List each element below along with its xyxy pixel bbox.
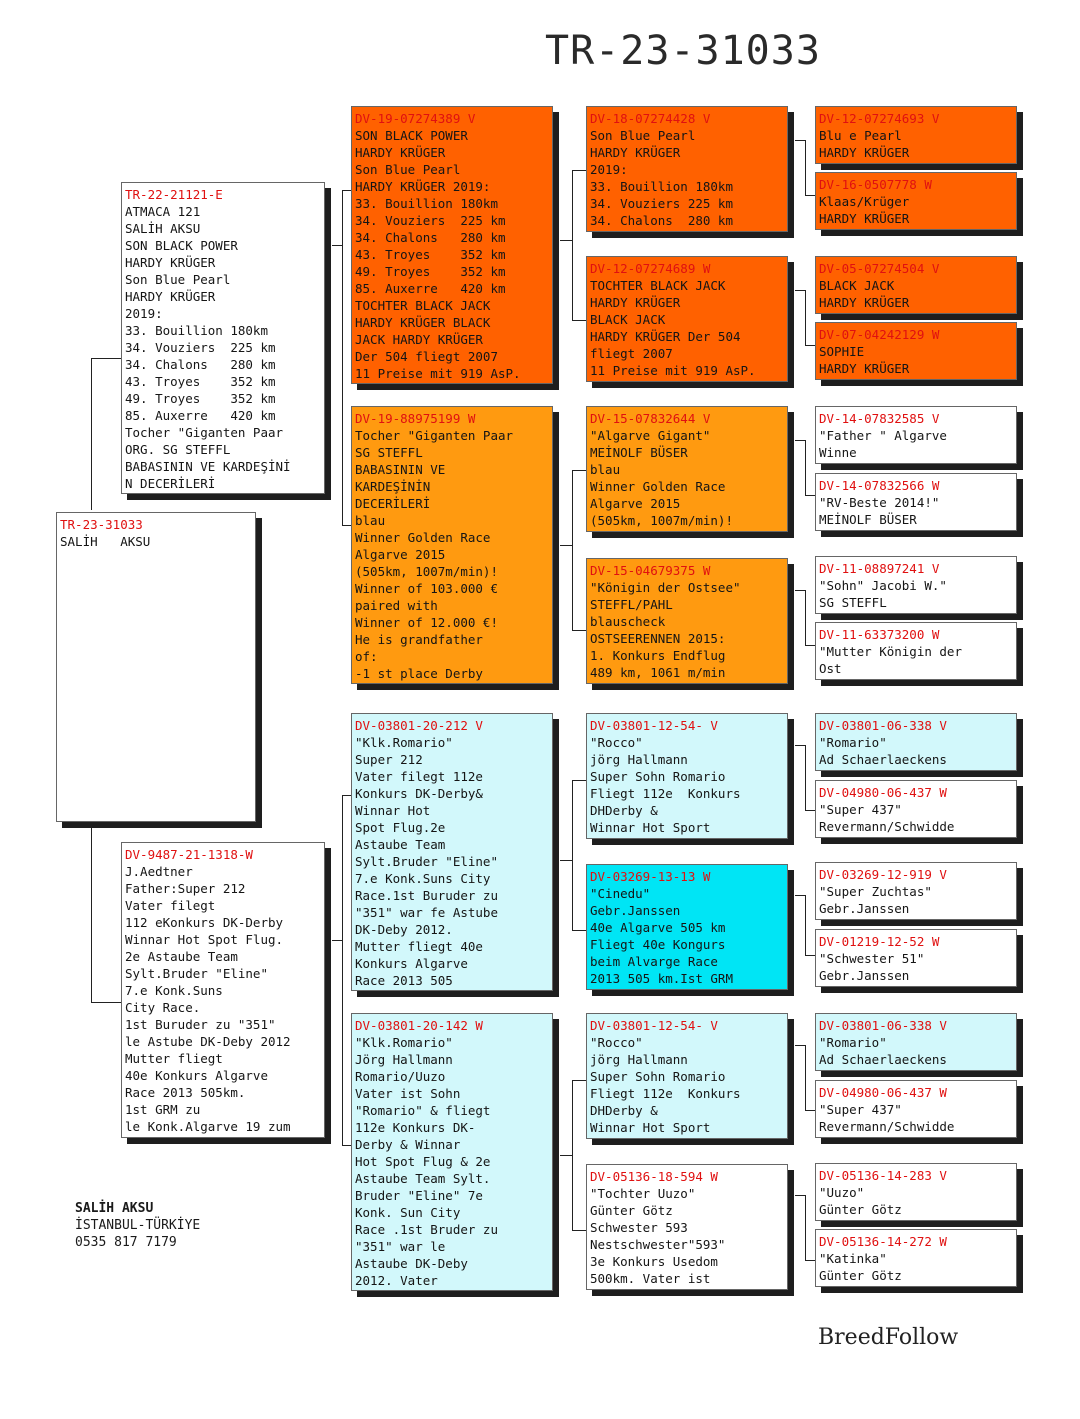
pigeon-detail-line: Astaube Team	[355, 837, 446, 852]
pigeon-detail-line: Mutter fliegt	[125, 1051, 223, 1066]
pigeon-detail-line: "Mutter Königin der	[819, 644, 962, 659]
pigeon-detail-line: Jörg Hallmann	[355, 1052, 453, 1067]
pigeon-detail-line: 34. Chalons 280 km	[125, 357, 276, 372]
pigeon-detail-line: 11 Preise mit 919 AsP.	[590, 363, 756, 378]
pigeon-detail-line: Konkurs DK-Derby&	[355, 786, 483, 801]
gggp-box-10[interactable]	[815, 780, 1017, 838]
pigeon-detail-line: 1st GRM zu	[125, 1102, 201, 1117]
pigeon-detail-line: Der 504 fliegt 2007	[355, 349, 498, 364]
pigeon-detail-line: -1 st place Derby	[355, 666, 483, 681]
gggp-box-13[interactable]	[815, 1013, 1017, 1071]
pigeon-detail-line: "RV-Beste 2014!"	[819, 495, 940, 510]
pigeon-detail-line: (505km, 1007m/min)!	[590, 513, 733, 528]
pigeon-detail-line: Ost	[819, 661, 842, 676]
ggp-box-6[interactable]	[586, 864, 788, 990]
pigeon-detail-line: N DECERİLERİ	[125, 476, 216, 491]
connector	[805, 1260, 815, 1261]
mother-box[interactable]	[121, 842, 325, 1138]
pigeon-detail-line: Super Sohn Romario	[590, 769, 726, 784]
connector	[805, 140, 806, 195]
pigeon-detail-line: "Super 437"	[819, 802, 902, 817]
gggp-box-6[interactable]	[815, 473, 1017, 531]
pigeon-detail-line: BLACK JACK	[590, 312, 666, 327]
pigeon-detail-line: Son Blue Pearl	[590, 128, 696, 143]
pigeon-detail-line: SON BLACK POWER	[125, 238, 238, 253]
pigeon-detail-line: 33. Bouillion 180km	[355, 196, 498, 211]
pigeon-detail-line: "Rocco"	[590, 735, 643, 750]
pigeon-detail-line: Schwester 593	[590, 1220, 688, 1235]
connector	[805, 745, 806, 810]
ring-number: DV-16-0507778 W	[819, 177, 932, 192]
ring-number: DV-15-04679375 W	[590, 563, 711, 578]
ring-number: DV-04980-06-437 W	[819, 1085, 947, 1100]
ring-number: DV-03269-12-919 V	[819, 867, 947, 882]
pigeon-detail-line: TOCHTER BLACK JACK	[590, 278, 726, 293]
pigeon-detail-line: "Romario"	[819, 735, 887, 750]
pigeon-detail-line: DK-Deby 2012.	[355, 922, 453, 937]
pigeon-detail-line: Fliegt 112e Konkurs	[590, 786, 741, 801]
pigeon-detail-line: Winnar Hot Spot Flug.	[125, 932, 284, 947]
pigeon-detail-line: 85. Auxerre 420 km	[355, 281, 506, 296]
pigeon-detail-line: 34. Chalons 280 km	[590, 213, 733, 228]
pigeon-detail-line: "Königin der Ostsee"	[590, 580, 741, 595]
pigeon-detail-line: 2e Astaube Team	[125, 949, 238, 964]
pigeon-detail-line: OSTSEERENNEN 2015:	[590, 631, 726, 646]
connector	[795, 1045, 805, 1046]
ring-number: DV-12-07274693 V	[819, 111, 940, 126]
pigeon-detail-line: Ad Schaerlaeckens	[819, 752, 947, 767]
pigeon-detail-line: 7.e Konk.Suns City	[355, 871, 491, 886]
pigeon-detail-line: Fliegt 40e Kongurs	[590, 937, 726, 952]
pigeon-detail-line: Gebr.Janssen	[819, 901, 910, 916]
connector	[572, 470, 587, 471]
pigeon-detail-line: TOCHTER BLACK JACK	[355, 298, 491, 313]
brand-logo-text: BreedFollow	[818, 1325, 959, 1350]
connector	[805, 955, 815, 956]
ring-number: DV-03801-20-212 V	[355, 718, 483, 733]
ring-number: DV-03801-20-142 W	[355, 1018, 483, 1033]
pigeon-detail-line: 34. Chalons 280 km	[355, 230, 506, 245]
pigeon-detail-line: HARDY KRÜGER	[819, 211, 910, 226]
owner-city: İSTANBUL-TÜRKİYE	[75, 1218, 201, 1233]
ggp-box-8[interactable]	[586, 1164, 788, 1290]
pigeon-detail-line: Winner of 12.000 €!	[355, 615, 498, 630]
pigeon-detail-line: JACK HARDY KRÜGER	[355, 332, 483, 347]
ring-number: TR-23-31033	[60, 517, 143, 532]
pigeon-detail-line: "351" war fe Astube	[355, 905, 498, 920]
pigeon-detail-line: Sylt.Bruder "Eline"	[125, 966, 268, 981]
pigeon-detail-line: 33. Bouillion 180km	[590, 179, 733, 194]
pigeon-detail-line: Gebr.Janssen	[590, 903, 681, 918]
father-box[interactable]	[121, 182, 325, 494]
pigeon-detail-line: MEİNOLF BÜSER	[819, 512, 917, 527]
pigeon-detail-line: 2019:	[590, 162, 628, 177]
pigeon-detail-line: 40e Konkurs Algarve	[125, 1068, 268, 1083]
pigeon-detail-line: Günter Götz	[819, 1268, 902, 1283]
ring-number: DV-14-07832585 V	[819, 411, 940, 426]
connector	[332, 940, 342, 941]
connector	[795, 290, 805, 291]
pigeon-detail-line: Race.1st Buruder zu	[355, 888, 498, 903]
pigeon-detail-line: paired with	[355, 598, 438, 613]
pigeon-detail-line: SG STEFFL	[355, 445, 423, 460]
pigeon-detail-line: SALİH AKSU	[60, 534, 151, 549]
pigeon-detail-line: Revermann/Schwidde	[819, 819, 955, 834]
connector	[342, 795, 343, 1145]
pigeon-detail-line: 1. Konkurs Endflug	[590, 648, 726, 663]
pigeon-detail-line: Astaube Team Sylt.	[355, 1171, 491, 1186]
pigeon-detail-line: Winner Golden Race	[355, 530, 491, 545]
pigeon-detail-line: Winnar Hot	[355, 803, 431, 818]
ring-number: DV-9487-21-1318-W	[125, 847, 253, 862]
connector	[572, 630, 587, 631]
gggp-box-7[interactable]	[815, 556, 1017, 614]
pigeon-detail-line: 2012. Vater	[355, 1273, 438, 1288]
ring-number: DV-05136-14-283 V	[819, 1168, 947, 1183]
pigeon-detail-line: He is grandfather	[355, 632, 483, 647]
connector	[342, 190, 343, 525]
connector	[560, 1155, 572, 1156]
pigeon-detail-line: Race .1st Bruder zu	[355, 1222, 498, 1237]
pigeon-detail-line: Winner of 103.000 €	[355, 581, 498, 596]
connector	[572, 780, 587, 781]
pigeon-detail-line: Gebr.Janssen	[819, 968, 910, 983]
connector	[572, 930, 587, 931]
pigeon-detail-line: Konk. Sun City	[355, 1205, 461, 1220]
ring-number: DV-01219-12-52 W	[819, 934, 940, 949]
connector	[572, 1080, 573, 1230]
pigeon-detail-line: DHDerby &	[590, 803, 658, 818]
connector	[795, 440, 805, 441]
pigeon-detail-line: HARDY KRÜGER	[819, 145, 910, 160]
connector	[560, 240, 572, 241]
pigeon-detail-line: Algarve 2015	[590, 496, 681, 511]
pigeon-detail-line: 3e Konkurs Usedom	[590, 1254, 718, 1269]
pigeon-detail-line: J.Aedtner	[125, 864, 193, 879]
grandsire-maternal-box[interactable]	[351, 713, 553, 991]
connector	[805, 590, 806, 645]
connector	[795, 590, 805, 591]
pigeon-detail-line: blauscheck	[590, 614, 666, 629]
pigeon-detail-line: "Algarve Gigant"	[590, 428, 711, 443]
pigeon-detail-line: Fliegt 112e Konkurs	[590, 1086, 741, 1101]
pigeon-detail-line: Vater ist Sohn	[355, 1086, 461, 1101]
pigeon-detail-line: Race 2013 505km.	[125, 1085, 246, 1100]
pigeon-detail-line: Günter Götz	[819, 1202, 902, 1217]
pigeon-detail-line: "Klk.Romario"	[355, 735, 453, 750]
connector	[572, 1080, 587, 1081]
pigeon-detail-line: 1st Buruder zu "351"	[125, 1017, 276, 1032]
pigeon-detail-line: "Uuzo"	[819, 1185, 865, 1200]
pigeon-detail-line: HARDY KRÜGER	[590, 145, 681, 160]
pigeon-detail-line: "Katinka"	[819, 1251, 887, 1266]
pigeon-detail-line: Algarve 2015	[355, 547, 446, 562]
pigeon-detail-line: Ad Schaerlaeckens	[819, 1052, 947, 1067]
gggp-box-16[interactable]	[815, 1229, 1017, 1287]
pigeon-detail-line: 40e Algarve 505 km	[590, 920, 726, 935]
pigeon-detail-line: 34. Vouziers 225 km	[355, 213, 506, 228]
ring-number: DV-03801-06-338 V	[819, 1018, 947, 1033]
pigeon-detail-line: SG STEFFL	[819, 595, 887, 610]
pigeon-detail-line: Bruder "Eline" 7e	[355, 1188, 483, 1203]
ring-number: TR-22-21121-E	[125, 187, 223, 202]
pigeon-detail-line: beim Alvarge Race	[590, 954, 718, 969]
granddam-maternal-box[interactable]	[351, 1013, 553, 1291]
pigeon-detail-line: ORG. SG STEFFL	[125, 442, 231, 457]
ggp-box-2[interactable]	[586, 256, 788, 382]
pigeon-detail-line: Blu e Pearl	[819, 128, 902, 143]
connector	[795, 140, 805, 141]
ring-number: DV-14-07832566 W	[819, 478, 940, 493]
pigeon-detail-line: le Konk.Algarve 19 zum	[125, 1119, 291, 1134]
connector	[572, 470, 573, 630]
connector	[805, 895, 806, 955]
pigeon-detail-line: "Sohn" Jacobi W."	[819, 578, 947, 593]
pigeon-detail-line: HARDY KRÜGER 2019:	[355, 179, 491, 194]
connector	[805, 290, 806, 345]
pigeon-detail-line: Son Blue Pearl	[125, 272, 231, 287]
pedigree-title: TR-23-31033	[545, 28, 821, 74]
pigeon-detail-line: HARDY KRÜGER	[819, 295, 910, 310]
connector	[795, 745, 805, 746]
connector	[805, 645, 815, 646]
pigeon-detail-line: Derby & Winnar	[355, 1137, 461, 1152]
pigeon-detail-line: SON BLACK POWER	[355, 128, 468, 143]
pigeon-detail-line: Astaube DK-Deby	[355, 1256, 468, 1271]
connector	[805, 1045, 806, 1110]
pigeon-detail-line: 34. Vouziers 225 km	[590, 196, 733, 211]
ring-number: DV-03801-12-54- V	[590, 718, 718, 733]
pigeon-detail-line: Revermann/Schwidde	[819, 1119, 955, 1134]
ggp-box-4[interactable]	[586, 558, 788, 684]
pigeon-detail-line: HARDY KRÜGER	[355, 145, 446, 160]
pigeon-detail-line: SALİH AKSU	[125, 221, 201, 236]
pigeon-detail-line: 2013 505 km.Ist GRM	[590, 971, 733, 986]
owner-info	[75, 1200, 200, 1251]
connector	[560, 545, 572, 546]
connector	[572, 170, 587, 171]
pigeon-detail-line: "Super 437"	[819, 1102, 902, 1117]
pigeon-detail-line: 2019:	[125, 306, 163, 321]
ggp-box-7[interactable]	[586, 1013, 788, 1139]
pigeon-detail-line: blau	[355, 513, 386, 528]
connector	[332, 245, 342, 246]
ring-number: DV-05136-18-594 W	[590, 1169, 718, 1184]
connector	[795, 1195, 805, 1196]
pigeon-detail-line: Tocher "Giganten Paar	[355, 428, 514, 443]
ggp-box-5[interactable]	[586, 713, 788, 839]
gggp-box-15[interactable]	[815, 1163, 1017, 1221]
pigeon-detail-line: BLACK JACK	[819, 278, 895, 293]
pigeon-detail-line: Winner Golden Race	[590, 479, 726, 494]
connector	[805, 1195, 806, 1260]
pigeon-detail-line: Tocher "Giganten Paar	[125, 425, 284, 440]
pigeon-detail-line: HARDY KRÜGER BLACK	[355, 315, 491, 330]
pigeon-detail-line: "Schwester 51"	[819, 951, 925, 966]
pigeon-detail-line: City Race.	[125, 1000, 201, 1015]
gggp-box-5[interactable]	[815, 406, 1017, 464]
connector	[805, 495, 815, 496]
pigeon-detail-line: 49. Troyes 352 km	[125, 391, 276, 406]
ring-number: DV-11-08897241 V	[819, 561, 940, 576]
pigeon-detail-line: Mutter fliegt 40e	[355, 939, 483, 954]
pigeon-detail-line: ATMACA 121	[125, 204, 201, 219]
ring-number: DV-05-07274504 V	[819, 261, 940, 276]
pigeon-detail-line: "Romario" & fliegt	[355, 1103, 491, 1118]
pigeon-detail-line: HARDY KRÜGER	[125, 289, 216, 304]
pigeon-detail-line: "Rocco"	[590, 1035, 643, 1050]
pigeon-detail-line: 43. Troyes 352 km	[355, 247, 506, 262]
pigeon-detail-line: fliegt 2007	[590, 346, 673, 361]
connector	[572, 780, 573, 930]
connector	[91, 822, 92, 1002]
owner-name: SALİH AKSU	[75, 1201, 154, 1216]
pigeon-detail-line: "351" war le	[355, 1239, 446, 1254]
pigeon-detail-line: of:	[355, 649, 378, 664]
subject-box[interactable]	[56, 512, 256, 822]
pigeon-detail-line: Vater filegt 112e	[355, 769, 483, 784]
pigeon-detail-line: "Father " Algarve	[819, 428, 947, 443]
pigeon-detail-line: HARDY KRÜGER	[590, 295, 681, 310]
pigeon-detail-line: DECERİLERİ	[355, 496, 431, 511]
connector	[560, 860, 572, 861]
pigeon-detail-line: "Klk.Romario"	[355, 1035, 453, 1050]
connector	[572, 170, 573, 320]
pigeon-detail-line: "Cinedu"	[590, 886, 651, 901]
pigeon-detail-line: STEFFL/PAHL	[590, 597, 673, 612]
pigeon-detail-line: SOPHIE	[819, 344, 865, 359]
pigeon-detail-line: 34. Vouziers 225 km	[125, 340, 276, 355]
pigeon-detail-line: 489 km, 1061 m/min	[590, 665, 726, 680]
pigeon-detail-line: Super Sohn Romario	[590, 1069, 726, 1084]
connector	[805, 810, 815, 811]
connector	[805, 345, 815, 346]
pigeon-detail-line: 500km. Vater ist	[590, 1271, 711, 1286]
connector	[91, 358, 123, 359]
ring-number: DV-11-63373200 W	[819, 627, 940, 642]
ring-number: DV-07-04242129 W	[819, 327, 940, 342]
pigeon-detail-line: Winne	[819, 445, 857, 460]
gggp-box-11[interactable]	[815, 862, 1017, 920]
connector	[572, 320, 587, 321]
pigeon-detail-line: Nestschwester"593"	[590, 1237, 726, 1252]
pigeon-detail-line: HARDY KRÜGER	[819, 361, 910, 376]
ring-number: DV-03269-13-13 W	[590, 869, 711, 884]
pigeon-detail-line: "Super Zuchtas"	[819, 884, 932, 899]
owner-phone: 0535 817 7179	[75, 1235, 177, 1250]
gggp-box-9[interactable]	[815, 713, 1017, 771]
ring-number: DV-03801-12-54- V	[590, 1018, 718, 1033]
ring-number: DV-19-07274389 V	[355, 111, 476, 126]
pigeon-detail-line: MEİNOLF BÜSER	[590, 445, 688, 460]
pigeon-detail-line: BABASININ VE	[355, 462, 446, 477]
pigeon-detail-line: Konkurs Algarve	[355, 956, 468, 971]
connector	[91, 358, 92, 510]
pigeon-detail-line: Hot Spot Flug & 2e	[355, 1154, 491, 1169]
pigeon-detail-line: 33. Bouillion 180km	[125, 323, 268, 338]
ring-number: DV-18-07274428 V	[590, 111, 711, 126]
pigeon-detail-line: Romario/Uuzo	[355, 1069, 446, 1084]
pigeon-detail-line: jörg Hallmann	[590, 1052, 688, 1067]
grandsire-paternal-box[interactable]	[351, 106, 553, 384]
pigeon-detail-line: HARDY KRÜGER Der 504	[590, 329, 741, 344]
gggp-box-3[interactable]	[815, 256, 1017, 314]
gggp-box-8[interactable]	[815, 622, 1017, 680]
pigeon-detail-line: Winnar Hot Sport	[590, 820, 711, 835]
connector	[805, 1110, 815, 1111]
granddam-paternal-box[interactable]	[351, 406, 553, 684]
connector	[805, 440, 806, 495]
gggp-box-1[interactable]	[815, 106, 1017, 164]
gggp-box-12[interactable]	[815, 929, 1017, 987]
pigeon-detail-line: BABASININ VE KARDEŞİNİ	[125, 459, 291, 474]
pigeon-detail-line: 112e Konkurs DK-	[355, 1120, 476, 1135]
pigeon-detail-line: 7.e Konk.Suns	[125, 983, 223, 998]
gggp-box-14[interactable]	[815, 1080, 1017, 1138]
pigeon-detail-line: 49. Troyes 352 km	[355, 264, 506, 279]
pigeon-detail-line: jörg Hallmann	[590, 752, 688, 767]
pigeon-detail-line: HARDY KRÜGER	[125, 255, 216, 270]
ggp-box-1[interactable]	[586, 106, 788, 232]
connector	[795, 895, 805, 896]
gggp-box-4[interactable]	[815, 322, 1017, 380]
pigeon-detail-line: 43. Troyes 352 km	[125, 374, 276, 389]
ggp-box-3[interactable]	[586, 406, 788, 532]
pigeon-detail-line: Sylt.Bruder "Eline"	[355, 854, 498, 869]
pigeon-detail-line: "Romario"	[819, 1035, 887, 1050]
pigeon-detail-line: DHDerby &	[590, 1103, 658, 1118]
ring-number: DV-19-88975199 W	[355, 411, 476, 426]
pigeon-detail-line: "Tochter Uuzo"	[590, 1186, 696, 1201]
connector	[572, 1230, 587, 1231]
pigeon-detail-line: 85. Auxerre 420 km	[125, 408, 276, 423]
pigeon-detail-line: Spot Flug.2e	[355, 820, 446, 835]
pigeon-detail-line: Father:Super 212	[125, 881, 246, 896]
ring-number: DV-04980-06-437 W	[819, 785, 947, 800]
connector	[805, 195, 815, 196]
ring-number: DV-12-07274689 W	[590, 261, 711, 276]
pigeon-detail-line: Klaas/Krüger	[819, 194, 910, 209]
pigeon-detail-line: Günter Götz	[590, 1203, 673, 1218]
pigeon-detail-line: KARDEŞİNİN	[355, 479, 431, 494]
pigeon-detail-line: le Astube DK-Deby 2012	[125, 1034, 291, 1049]
pigeon-detail-line: blau	[590, 462, 621, 477]
pigeon-detail-line: Winnar Hot Sport	[590, 1120, 711, 1135]
ring-number: DV-15-07832644 V	[590, 411, 711, 426]
gggp-box-2[interactable]	[815, 172, 1017, 230]
ring-number: DV-03801-06-338 V	[819, 718, 947, 733]
pigeon-detail-line: Son Blue Pearl	[355, 162, 461, 177]
pigeon-detail-line: 11 Preise mit 919 AsP.	[355, 366, 521, 381]
connector	[91, 1002, 123, 1003]
pigeon-detail-line: Vater filegt	[125, 898, 216, 913]
ring-number: DV-05136-14-272 W	[819, 1234, 947, 1249]
pigeon-detail-line: Super 212	[355, 752, 423, 767]
pigeon-detail-line: Race 2013 505	[355, 973, 453, 988]
pigeon-detail-line: (505km, 1007m/min)!	[355, 564, 498, 579]
pigeon-detail-line: 112 eKonkurs DK-Derby	[125, 915, 284, 930]
